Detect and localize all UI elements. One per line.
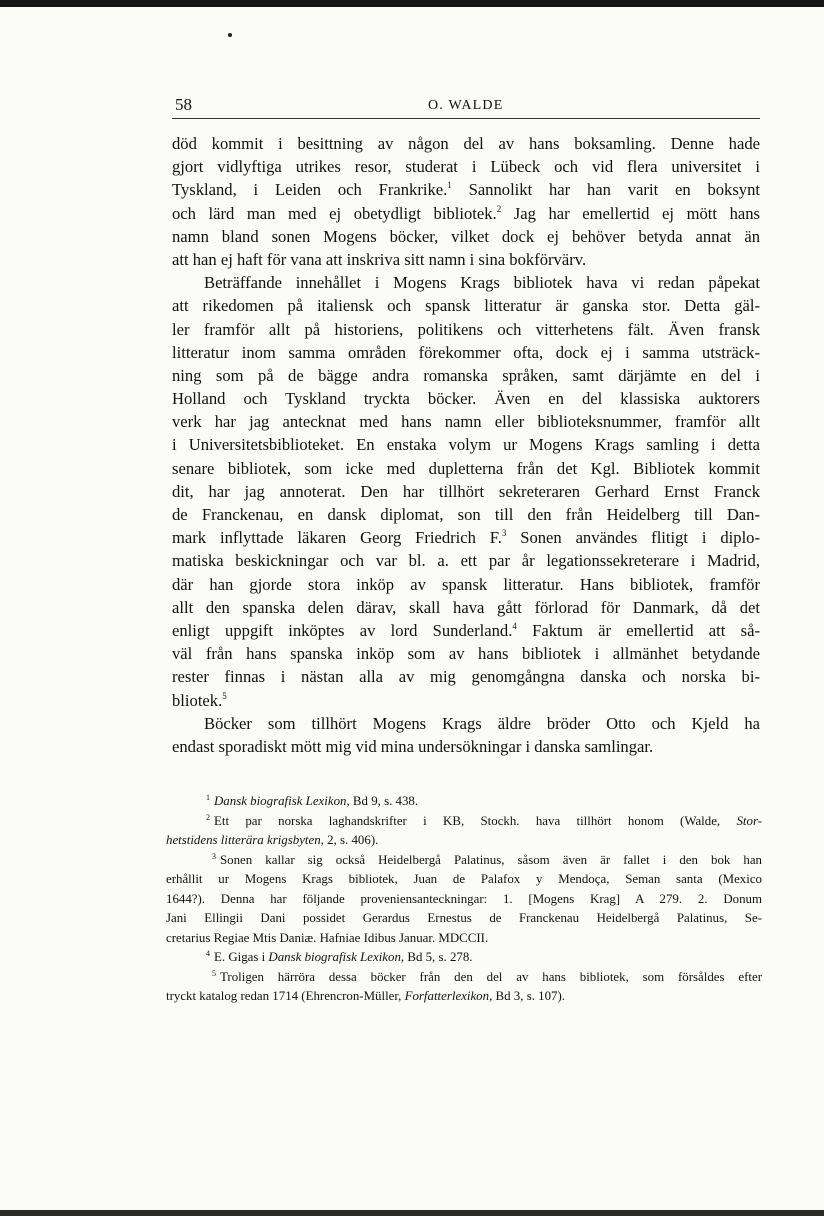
footnote-ref: 4 bbox=[512, 620, 517, 631]
body-line: senare bibliotek, som icke med dupletterna från det Kgl. Bibliotek kommit bbox=[172, 458, 760, 478]
body-line: i Universitetsbiblioteket. En enstaka volym ur Mogens Krags samling i detta bbox=[172, 435, 760, 455]
body-line: bliotek.$^5$ bbox=[172, 690, 227, 710]
body-line: att han ej haft för vana att inskriva sitt namn i sina bokförvärv. bbox=[172, 249, 587, 269]
body-line: väl från hans spanska inköp som av hans bibliotek i allmänhet betydande bbox=[172, 644, 760, 664]
body-line: ler framför allt på historiens, politikens och vitterhetens fält. Även fransk bbox=[172, 319, 760, 339]
footnote-line: $^5$ Troligen härröra dessa böcker från den del av hans bibliotek, som försåldes efter bbox=[212, 968, 762, 984]
footnote-number: 5 bbox=[212, 968, 216, 978]
body-line: verk har jag antecknat med hans namn eller biblioteksnummer, framför allt bbox=[172, 412, 760, 432]
body-line: Böcker som tillhört Mogens Krags äldre bröder Otto och Kjeld ha bbox=[204, 713, 760, 733]
body-line: dit, har jag annoterat. Den har tillhört sekreteraren Gerhard Ernst Franck bbox=[172, 481, 760, 501]
body-line: död kommit i besittning av någon del av hans boksamling. Denne hade bbox=[172, 134, 760, 153]
footnote-title: Stor- bbox=[736, 813, 762, 828]
body-line: rester finnas i nästan alla av mig genomgångna danska och norska bi- bbox=[172, 667, 760, 687]
footnote-line: tryckt katalog redan 1714 (Ehrencron-Müller, Forfatterlexikon, Bd 3, s. 107). bbox=[166, 989, 566, 1003]
footnote-number: 3 bbox=[212, 851, 216, 861]
page-number: 58 bbox=[175, 95, 192, 114]
body-line: litteratur inom samma områden förekommer ofta, dock ej i samma utsträck- bbox=[172, 342, 760, 362]
footnote-line: Jani Ellingii Dani possidet Gerardus Ernestus de Franckenau Heidelbergå Palatinus, Se- bbox=[166, 911, 762, 925]
ink-speck bbox=[228, 33, 232, 37]
body-line: gjort vidlyftiga utrikes resor, studerat i Lübeck och vid flera universitet i bbox=[172, 157, 760, 177]
body-line: matiska beskickningar och var bl. a. ett par år legationssekreterare i Madrid, bbox=[172, 551, 760, 571]
footnote-number: 2 bbox=[206, 812, 210, 822]
scan-bottom-border bbox=[0, 1210, 824, 1216]
footnote-title: Forfatterlexikon, bbox=[404, 989, 493, 1003]
body-text bbox=[172, 132, 760, 758]
body-line: ning som på de bägge andra romanska språken, samt därjämte en del i bbox=[172, 365, 760, 385]
footnote-line: 1644?). Denna har följande proveniensanteckningar: 1. [Mogens Krag] A 279. 2. Donum bbox=[166, 891, 762, 906]
footnote-title: Dansk biografisk Lexikon, bbox=[214, 794, 350, 808]
body-line: att rikedomen på italiensk och spansk litteratur är ganska stor. Detta gäl- bbox=[172, 296, 760, 316]
footnote-ref: 5 bbox=[222, 690, 227, 701]
body-line: Holland och Tyskland tryckta böcker. Även en del klassiska auktorers bbox=[172, 389, 760, 409]
scan-top-border bbox=[0, 0, 824, 7]
body-line: namn bland sonen Mogens böcker, vilket dock ej behöver betyda annat än bbox=[172, 226, 760, 246]
footnotes bbox=[166, 792, 762, 1007]
footnote-line: hetstidens litterära krigsbyten, 2, s. 406). bbox=[166, 833, 379, 847]
footnote-ref: 2 bbox=[496, 203, 502, 214]
body-line: de Franckenau, en dansk diplomat, son till den från Heidelberg till Dan- bbox=[172, 505, 760, 524]
footnote-line: erhållit ur Mogens Krags bibliotek, Juan de Palafox y Mendoça, Seman santa (Mexico bbox=[166, 872, 762, 886]
running-head: O. WALDE bbox=[428, 98, 504, 113]
footnote-title: Dansk biografisk Lexikon, bbox=[268, 950, 405, 964]
footnote-number: 1 bbox=[206, 793, 210, 802]
footnote-line: $^2$ Ett par norska laghandskrifter i KB, Stockh. hava tillhört honom (Walde, Stor- bbox=[206, 812, 762, 828]
body-line: och lärd man med ej obetydligt bibliotek.$^2$ Jag har emellertid ej mött hans bbox=[172, 203, 760, 223]
footnote-line: $^3$ Sonen kallar sig också Heidelbergå Palatinus, såsom även är fallet i den bok han bbox=[212, 851, 762, 867]
body-line: enligt uppgift inköptes av lord Sunderland.$^4$ Faktum är emellertid att så- bbox=[172, 620, 760, 640]
body-line: endast sporadiskt mött mig vid mina undersökningar i danska samlingar. bbox=[172, 736, 654, 756]
body-line: allt den spanska delen därav, skall hava gått förlorad för Danmark, då det bbox=[172, 597, 760, 617]
body-line: Beträffande innehållet i Mogens Krags bibliotek hava vi redan påpekat bbox=[204, 273, 760, 293]
page-header bbox=[172, 96, 760, 119]
body-line: där han gjorde stora inköp av spansk litteratur. Hans bibliotek, framför bbox=[172, 574, 760, 594]
footnote-line: $^4$ E. Gigas i Dansk biografisk Lexikon, Bd 5, s. 278. bbox=[206, 949, 473, 964]
body-line: mark inflyttade läkaren Georg Friedrich F.$^3$ Sonen användes flitigt i diplo- bbox=[172, 528, 761, 548]
footnote-ref: 3 bbox=[501, 528, 507, 539]
body-line: Tyskland, i Leiden och Frankrike.$^1$ Sannolikt har han varit en boksynt bbox=[172, 180, 761, 200]
footnote-title: hetstidens litterära krigsbyten, bbox=[166, 833, 324, 847]
footnote-line: cretarius Regiae Mtis Daniæ. Hafniae Idibus Januar. MDCCII. bbox=[166, 930, 489, 945]
footnote-ref: 1 bbox=[447, 180, 452, 191]
footnote-line: $^1$ Dansk biografisk Lexikon, Bd 9, s. 438. bbox=[206, 793, 419, 808]
footnote-number: 4 bbox=[206, 949, 210, 958]
